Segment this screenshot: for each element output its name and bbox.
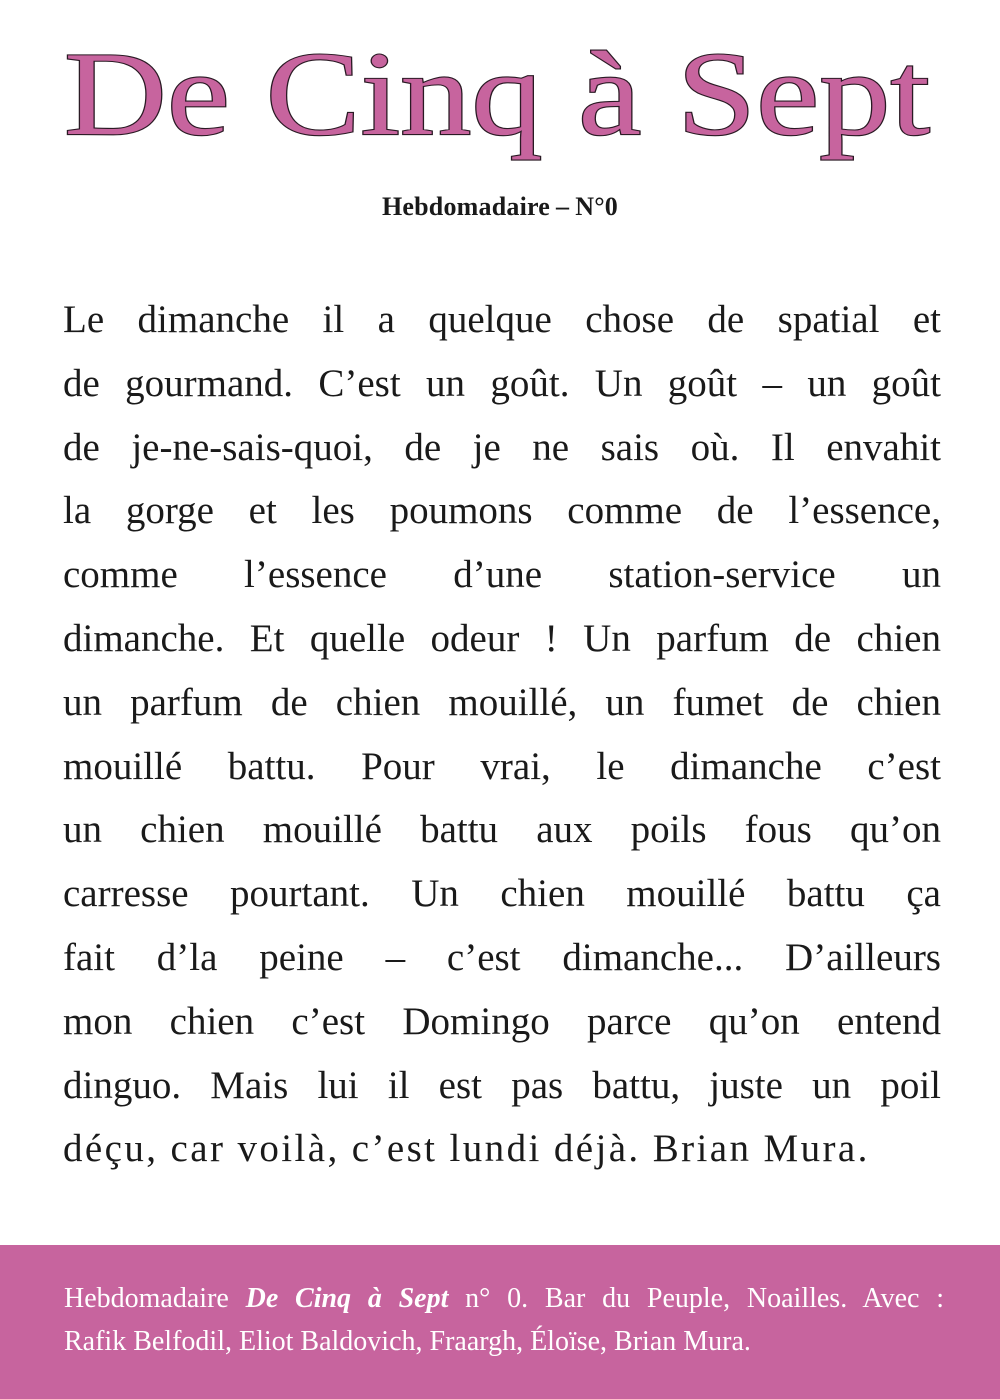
masthead-title: De Cinq à Sept bbox=[64, 30, 930, 160]
article-line: fait d’la peine – c’est dimanche... D’ailleurs bbox=[63, 935, 941, 979]
masthead bbox=[0, 30, 1000, 180]
article-line: mon chien c’est Domingo parce qu’on entend bbox=[63, 999, 941, 1043]
article-line: la gorge et les poumons comme de l’essence, bbox=[63, 489, 941, 533]
footer-credits bbox=[64, 1277, 944, 1363]
subtitle-issue-number: N°0 bbox=[575, 192, 619, 221]
article-line: de je-ne-sais-quoi, de je ne sais où. Il envahit bbox=[63, 425, 941, 469]
article-line: un chien mouillé battu aux poils fous qu’on bbox=[63, 808, 941, 852]
masthead-logo bbox=[0, 30, 1000, 180]
article-line: mouillé battu. Pour vrai, le dimanche c’est bbox=[63, 744, 941, 788]
article-line: dinguo. Mais lui il est pas battu, juste un poil bbox=[63, 1063, 941, 1107]
footer-line-2: Rafik Belfodil, Eliot Baldovich, Fraargh, Éloïse, Brian Mura. bbox=[64, 1326, 751, 1357]
subtitle-separator: – bbox=[556, 192, 570, 221]
footer-line-1 bbox=[64, 1277, 944, 1320]
footer-title: De Cinq à Sept bbox=[245, 1283, 449, 1314]
issue-subtitle bbox=[0, 192, 1000, 222]
subtitle-periodicity: Hebdomadaire bbox=[381, 192, 551, 221]
footer-prefix: Hebdomadaire bbox=[64, 1283, 246, 1314]
article-line: comme l’essence d’une station-service un bbox=[63, 553, 941, 597]
article-line: déçu, car voilà, c’est lundi déjà. Brian Mura. bbox=[63, 1127, 870, 1171]
article-line: un parfum de chien mouillé, un fumet de chien bbox=[63, 680, 941, 724]
footer-suffix: n° 0. Bar du Peuple, Noailles. Avec : bbox=[448, 1283, 944, 1314]
article-body bbox=[63, 288, 941, 1181]
article-line: dimanche. Et quelle odeur ! Un parfum de chien bbox=[63, 616, 941, 660]
article-line: de gourmand. C’est un goût. Un goût – un goût bbox=[63, 361, 941, 405]
footer-band bbox=[0, 1245, 1000, 1399]
article-line: carresse pourtant. Un chien mouillé battu ça bbox=[63, 872, 941, 916]
article-line: Le dimanche il a quelque chose de spatial et bbox=[63, 298, 941, 341]
